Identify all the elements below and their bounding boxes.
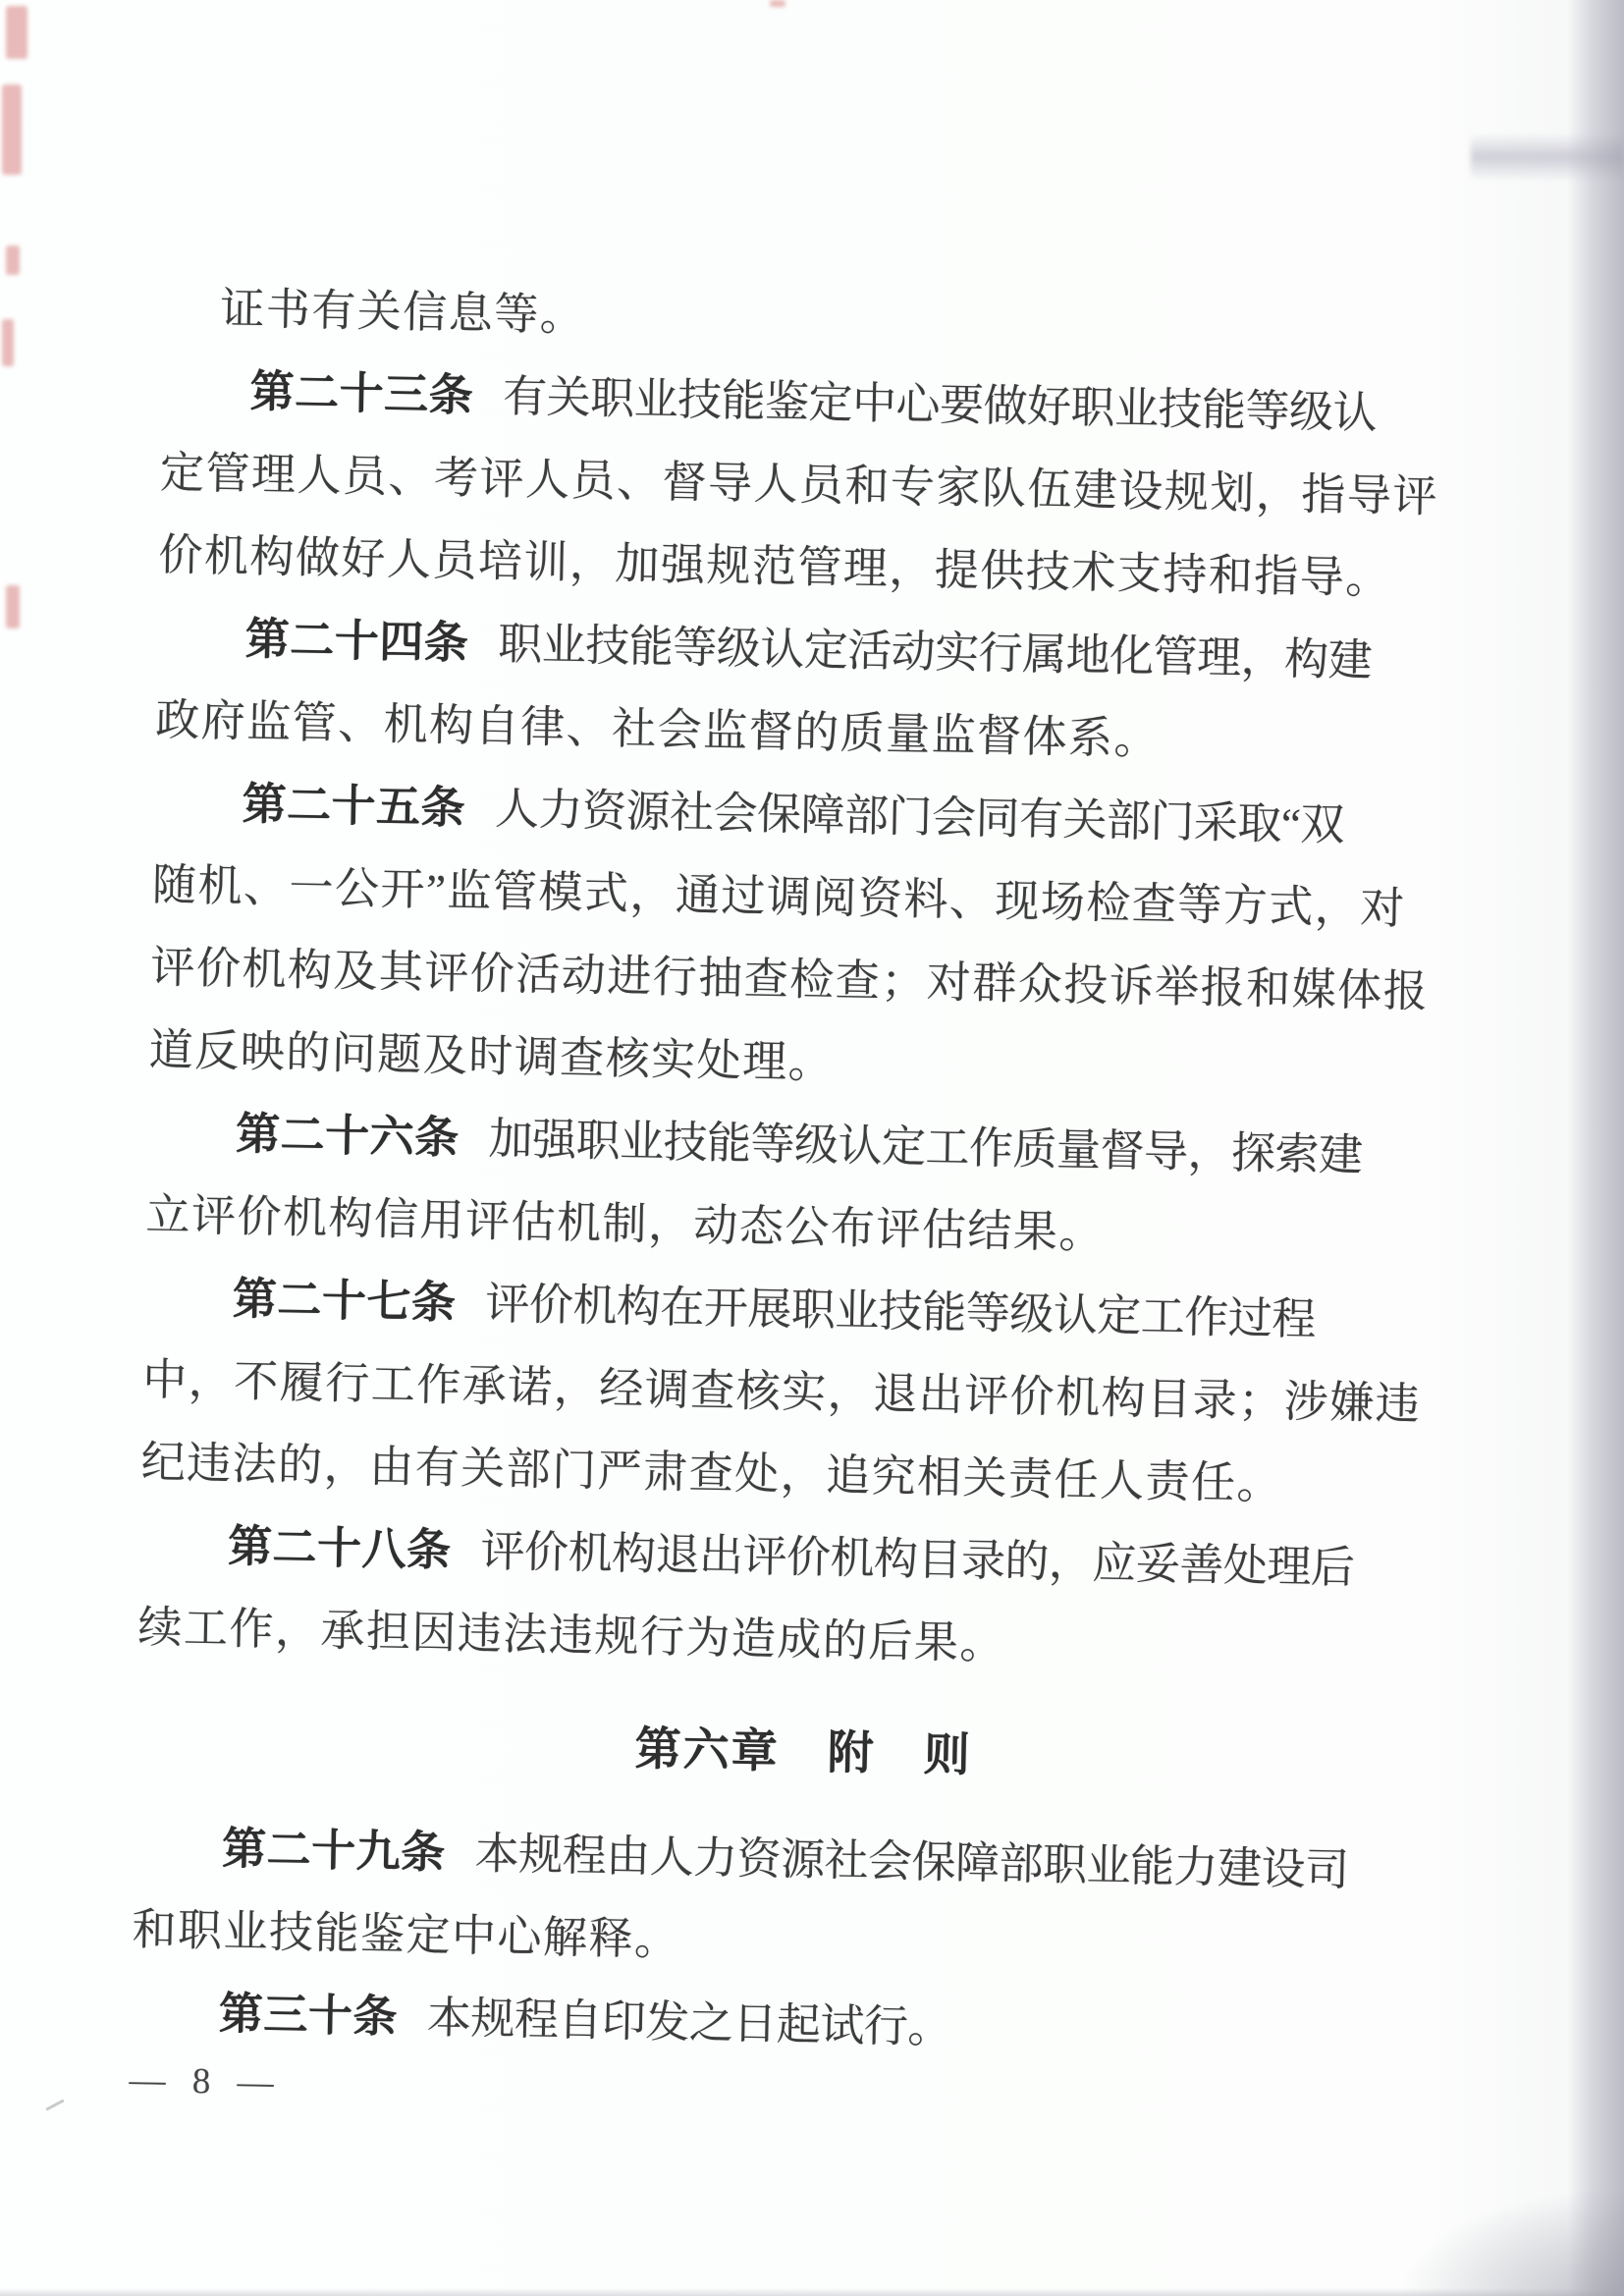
text-line: 价机构做好人员培训，加强规范管理，提供技术支持和指导。 xyxy=(157,530,1392,604)
article-text: 评价机构在开展职业技能等级认定工作过程 xyxy=(484,1279,1317,1344)
text-line: 证书有关信息等。 xyxy=(219,284,586,341)
article-text: 评价机构退出评价机构目录的，应妥善处理后 xyxy=(480,1526,1355,1593)
text-line: 和职业技能鉴定中心解释。 xyxy=(132,1904,680,1965)
article-number: 第二十九条 xyxy=(221,1823,447,1878)
text-line: 定管理人员、考评人员、督导人员和专家队伍建设规划，指导评 xyxy=(159,448,1439,522)
article-number: 第二十三条 xyxy=(249,365,474,421)
text-line: 道反映的问题及时调查核实处理。 xyxy=(148,1024,835,1088)
text-line: 评价机构及其评价活动进行抽查检查；对群众投诉举报和媒体报 xyxy=(149,942,1430,1016)
article-number: 第二十七条 xyxy=(232,1273,457,1329)
article-number: 第三十条 xyxy=(218,1988,399,2042)
page-number: — 8 — xyxy=(129,2059,275,2104)
article-number: 第二十六条 xyxy=(235,1108,460,1164)
article-number: 第二十八条 xyxy=(227,1520,453,1575)
article-text: 人力资源社会保障部门会同有关部门采取“双 xyxy=(494,784,1345,850)
text-line: 随机、一公开”监管模式，通过调阅资料、现场检查等方式，对 xyxy=(151,859,1407,934)
text-line: 中，不履行工作承诺，经调查核实，退出评价机构目录；涉嫌违 xyxy=(141,1354,1422,1429)
article-text: 本规程自印发之日起试行。 xyxy=(426,1993,952,2052)
article-text: 职业技能等级认定活动实行属地化管理，构建 xyxy=(497,619,1373,685)
chapter-heading: 第六章 附 则 xyxy=(634,1722,973,1781)
article-number: 第二十五条 xyxy=(242,778,466,834)
article-number: 第二十四条 xyxy=(244,613,469,669)
document-text-block xyxy=(129,0,1504,2128)
article-text: 本规程由人力资源社会保障部职业能力建设司 xyxy=(474,1829,1349,1895)
article-text: 有关职业技能鉴定中心要做好职业技能等级认 xyxy=(502,371,1378,438)
document-lines xyxy=(130,266,1499,2079)
text-line: 纪违法的，由有关部门严肃查处，追究相关责任人责任。 xyxy=(140,1437,1283,1509)
article-text: 加强职业技能等级认定工作质量督导，探索建 xyxy=(488,1114,1363,1180)
text-line: 续工作，承担因违法违规行为造成的后果。 xyxy=(137,1602,1006,1668)
text-line: 政府监管、机构自律、社会监督的质量监督体系。 xyxy=(154,695,1161,764)
text-line: 立评价机构信用评估机制，动态公布评估结果。 xyxy=(145,1189,1106,1258)
